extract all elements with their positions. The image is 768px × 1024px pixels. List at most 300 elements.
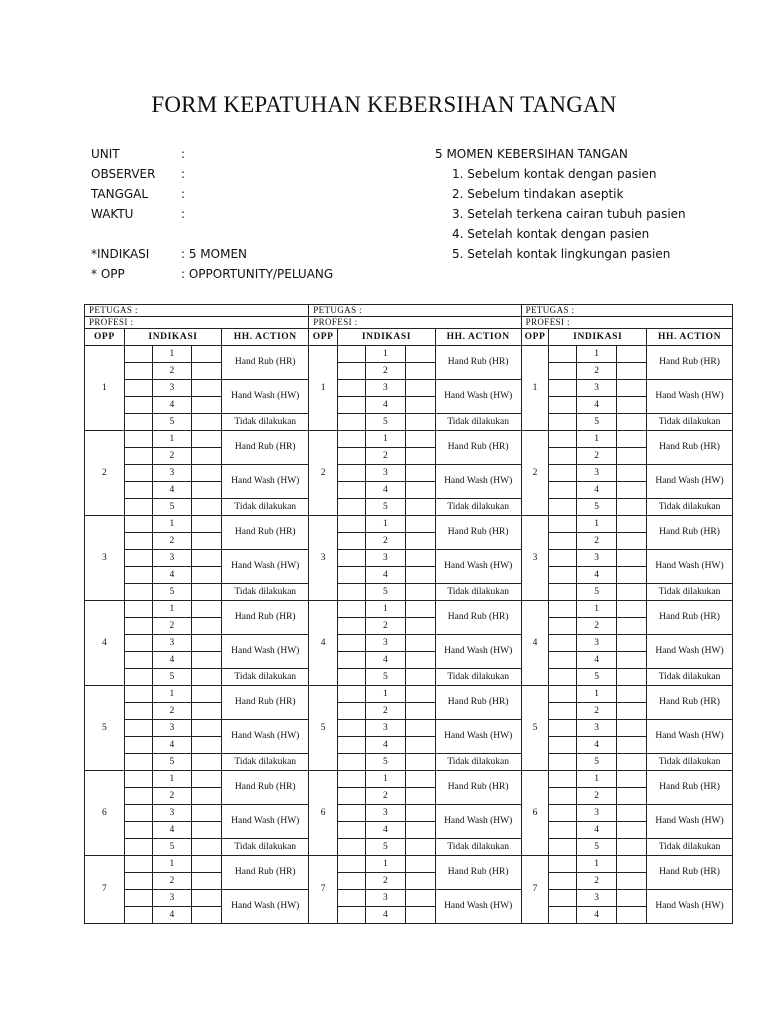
indikasi-check[interactable]	[405, 907, 435, 924]
indikasi-blank[interactable]	[338, 499, 366, 516]
indikasi-check[interactable]	[192, 380, 222, 397]
indikasi-blank[interactable]	[338, 346, 366, 363]
indikasi-check[interactable]	[192, 584, 222, 601]
indikasi-check[interactable]	[405, 686, 435, 703]
indikasi-check[interactable]	[192, 788, 222, 805]
info-row-opp	[91, 264, 333, 284]
opp-header: OPP	[309, 329, 338, 346]
indikasi-blank[interactable]	[124, 771, 152, 788]
indikasi-blank[interactable]	[549, 873, 577, 890]
indikasi-check[interactable]	[617, 839, 647, 856]
indikasi-check[interactable]	[192, 737, 222, 754]
indikasi-blank[interactable]	[124, 635, 152, 652]
hand-rub-option[interactable]: Hand Rub (HR)	[647, 856, 733, 890]
indikasi-blank[interactable]	[124, 856, 152, 873]
indikasi-check[interactable]	[617, 669, 647, 686]
indikasi-check[interactable]	[617, 397, 647, 414]
indikasi-check[interactable]	[192, 805, 222, 822]
indikasi-check[interactable]	[192, 618, 222, 635]
indikasi-blank[interactable]	[124, 737, 152, 754]
indikasi-blank[interactable]	[124, 397, 152, 414]
indikasi-number: 2	[152, 363, 192, 380]
indikasi-blank[interactable]	[549, 346, 577, 363]
opp-row	[85, 482, 733, 499]
indikasi-check[interactable]	[405, 771, 435, 788]
indikasi-blank[interactable]	[338, 618, 366, 635]
indikasi-check[interactable]	[192, 754, 222, 771]
indikasi-number: 2	[366, 788, 406, 805]
not-done-option[interactable]: Tidak dilakukan	[435, 839, 521, 856]
indikasi-check[interactable]	[192, 397, 222, 414]
hand-rub-option[interactable]: Hand Rub (HR)	[647, 431, 733, 465]
indikasi-check[interactable]	[405, 890, 435, 907]
indikasi-blank[interactable]	[549, 465, 577, 482]
indikasi-blank[interactable]	[338, 584, 366, 601]
indikasi-blank[interactable]	[124, 618, 152, 635]
indikasi-check[interactable]	[617, 567, 647, 584]
indikasi-blank[interactable]	[124, 703, 152, 720]
hand-rub-option[interactable]: Hand Rub (HR)	[647, 516, 733, 550]
indikasi-blank[interactable]	[549, 754, 577, 771]
indikasi-check[interactable]	[405, 703, 435, 720]
indikasi-check[interactable]	[405, 465, 435, 482]
indikasi-check[interactable]	[192, 890, 222, 907]
indikasi-check[interactable]	[405, 397, 435, 414]
indikasi-blank[interactable]	[549, 584, 577, 601]
indikasi-blank[interactable]	[549, 703, 577, 720]
indikasi-blank[interactable]	[124, 516, 152, 533]
indikasi-check[interactable]	[405, 499, 435, 516]
not-done-option[interactable]: Tidak dilakukan	[647, 839, 733, 856]
indikasi-blank[interactable]	[549, 686, 577, 703]
indikasi-blank[interactable]	[549, 907, 577, 924]
indikasi-check[interactable]	[617, 720, 647, 737]
indikasi-number: 2	[577, 533, 617, 550]
indikasi-check[interactable]	[405, 431, 435, 448]
indikasi-check[interactable]	[192, 652, 222, 669]
indikasi-check[interactable]	[617, 414, 647, 431]
indikasi-check[interactable]	[617, 788, 647, 805]
indikasi-check[interactable]	[405, 635, 435, 652]
indikasi-blank[interactable]	[549, 635, 577, 652]
indikasi-number: 3	[366, 890, 406, 907]
indikasi-check[interactable]	[617, 482, 647, 499]
indikasi-check[interactable]	[192, 363, 222, 380]
indikasi-number: 1	[366, 516, 406, 533]
indikasi-check[interactable]	[617, 380, 647, 397]
hand-wash-option[interactable]: Hand Wash (HW)	[222, 805, 309, 839]
indikasi-check[interactable]	[617, 601, 647, 618]
opp-row	[85, 822, 733, 839]
indikasi-check[interactable]	[405, 482, 435, 499]
opp-header: OPP	[521, 329, 549, 346]
petugas-field[interactable]: PETUGAS :	[309, 305, 521, 317]
info-value: :	[181, 207, 186, 221]
indikasi-blank[interactable]	[338, 550, 366, 567]
indikasi-number: 3	[577, 805, 617, 822]
indikasi-blank[interactable]	[124, 669, 152, 686]
indikasi-check[interactable]	[192, 601, 222, 618]
indikasi-check[interactable]	[192, 686, 222, 703]
indikasi-check[interactable]	[405, 669, 435, 686]
indikasi-blank[interactable]	[124, 346, 152, 363]
indikasi-blank[interactable]	[549, 516, 577, 533]
indikasi-blank[interactable]	[338, 754, 366, 771]
indikasi-blank[interactable]	[338, 448, 366, 465]
indikasi-blank[interactable]	[338, 890, 366, 907]
indikasi-blank[interactable]	[338, 873, 366, 890]
indikasi-check[interactable]	[192, 414, 222, 431]
not-done-option[interactable]: Tidak dilakukan	[435, 584, 521, 601]
profesi-field[interactable]: PROFESI :	[309, 317, 521, 329]
info-label: TANGGAL	[91, 187, 149, 201]
indikasi-check[interactable]	[617, 550, 647, 567]
hand-rub-option[interactable]: Hand Rub (HR)	[222, 346, 309, 380]
indikasi-blank[interactable]	[549, 737, 577, 754]
indikasi-check[interactable]	[192, 703, 222, 720]
indikasi-blank[interactable]	[549, 890, 577, 907]
petugas-field[interactable]: PETUGAS :	[85, 305, 309, 317]
hand-rub-option[interactable]: Hand Rub (HR)	[435, 516, 521, 550]
hand-rub-option[interactable]: Hand Rub (HR)	[647, 771, 733, 805]
indikasi-blank[interactable]	[338, 482, 366, 499]
not-done-option[interactable]: Tidak dilakukan	[222, 499, 309, 516]
hand-wash-option[interactable]: Hand Wash (HW)	[647, 635, 733, 669]
indikasi-blank[interactable]	[549, 414, 577, 431]
profesi-field[interactable]: PROFESI :	[521, 317, 732, 329]
not-done-option[interactable]: Tidak dilakukan	[647, 499, 733, 516]
indikasi-number: 4	[577, 567, 617, 584]
hand-rub-option[interactable]: Hand Rub (HR)	[222, 431, 309, 465]
indikasi-blank[interactable]	[124, 754, 152, 771]
hand-rub-option[interactable]: Hand Rub (HR)	[222, 601, 309, 635]
hand-rub-option[interactable]: Hand Rub (HR)	[222, 771, 309, 805]
indikasi-check[interactable]	[617, 771, 647, 788]
indikasi-check[interactable]	[405, 805, 435, 822]
hand-wash-option[interactable]: Hand Wash (HW)	[435, 550, 521, 584]
indikasi-blank[interactable]	[124, 839, 152, 856]
indikasi-blank[interactable]	[124, 363, 152, 380]
not-done-option[interactable]: Tidak dilakukan	[435, 669, 521, 686]
indikasi-check[interactable]	[617, 737, 647, 754]
indikasi-check[interactable]	[617, 516, 647, 533]
indikasi-check[interactable]	[192, 907, 222, 924]
indikasi-number: 4	[152, 567, 192, 584]
hand-wash-option[interactable]: Hand Wash (HW)	[222, 890, 309, 924]
indikasi-blank[interactable]	[338, 601, 366, 618]
indikasi-check[interactable]	[405, 346, 435, 363]
petugas-field[interactable]: PETUGAS :	[521, 305, 732, 317]
indikasi-check[interactable]	[405, 788, 435, 805]
indikasi-check[interactable]	[617, 856, 647, 873]
indikasi-check[interactable]	[192, 346, 222, 363]
indikasi-blank[interactable]	[124, 380, 152, 397]
indikasi-check[interactable]	[192, 669, 222, 686]
indikasi-blank[interactable]	[124, 499, 152, 516]
indikasi-check[interactable]	[192, 635, 222, 652]
indikasi-check[interactable]	[617, 822, 647, 839]
indikasi-check[interactable]	[617, 448, 647, 465]
indikasi-check[interactable]	[617, 703, 647, 720]
indikasi-check[interactable]	[405, 737, 435, 754]
indikasi-blank[interactable]	[338, 805, 366, 822]
indikasi-check[interactable]	[405, 550, 435, 567]
indikasi-check[interactable]	[405, 822, 435, 839]
not-done-option[interactable]: Tidak dilakukan	[647, 669, 733, 686]
indikasi-blank[interactable]	[338, 652, 366, 669]
indikasi-check[interactable]	[617, 584, 647, 601]
hand-wash-option[interactable]: Hand Wash (HW)	[435, 890, 521, 924]
indikasi-check[interactable]	[192, 822, 222, 839]
indikasi-check[interactable]	[405, 516, 435, 533]
indikasi-check[interactable]	[617, 686, 647, 703]
indikasi-blank[interactable]	[549, 567, 577, 584]
indikasi-blank[interactable]	[124, 788, 152, 805]
indikasi-blank[interactable]	[338, 839, 366, 856]
opp-number: 7	[85, 856, 125, 924]
indikasi-blank[interactable]	[124, 686, 152, 703]
indikasi-blank[interactable]	[124, 907, 152, 924]
indikasi-check[interactable]	[192, 482, 222, 499]
indikasi-check[interactable]	[617, 635, 647, 652]
indikasi-check[interactable]	[405, 754, 435, 771]
indikasi-check[interactable]	[405, 720, 435, 737]
indikasi-check[interactable]	[192, 499, 222, 516]
indikasi-blank[interactable]	[549, 448, 577, 465]
indikasi-blank[interactable]	[338, 686, 366, 703]
indikasi-blank[interactable]	[338, 856, 366, 873]
indikasi-blank[interactable]	[549, 669, 577, 686]
indikasi-blank[interactable]	[124, 890, 152, 907]
hand-rub-option[interactable]: Hand Rub (HR)	[435, 346, 521, 380]
indikasi-check[interactable]	[617, 754, 647, 771]
hand-rub-option[interactable]: Hand Rub (HR)	[222, 856, 309, 890]
indikasi-check[interactable]	[617, 873, 647, 890]
indikasi-check[interactable]	[405, 448, 435, 465]
indikasi-check[interactable]	[617, 499, 647, 516]
hand-wash-option[interactable]: Hand Wash (HW)	[222, 720, 309, 754]
not-done-option[interactable]: Tidak dilakukan	[222, 754, 309, 771]
indikasi-blank[interactable]	[338, 822, 366, 839]
indikasi-check[interactable]	[192, 516, 222, 533]
indikasi-blank[interactable]	[338, 533, 366, 550]
indikasi-blank[interactable]	[124, 482, 152, 499]
indikasi-check[interactable]	[617, 890, 647, 907]
indikasi-blank[interactable]	[124, 822, 152, 839]
hand-wash-option[interactable]: Hand Wash (HW)	[435, 380, 521, 414]
opp-number: 5	[309, 686, 338, 771]
moment-item: 4. Setelah kontak dengan pasien	[452, 227, 650, 241]
indikasi-blank[interactable]	[549, 363, 577, 380]
opp-row	[85, 550, 733, 567]
indikasi-check[interactable]	[192, 448, 222, 465]
indikasi-blank[interactable]	[338, 907, 366, 924]
indikasi-check[interactable]	[192, 771, 222, 788]
hand-rub-option[interactable]: Hand Rub (HR)	[435, 601, 521, 635]
indikasi-check[interactable]	[405, 533, 435, 550]
indikasi-blank[interactable]	[124, 448, 152, 465]
hand-rub-option[interactable]: Hand Rub (HR)	[435, 686, 521, 720]
indikasi-check[interactable]	[405, 839, 435, 856]
indikasi-blank[interactable]	[549, 397, 577, 414]
indikasi-check[interactable]	[405, 414, 435, 431]
hand-wash-option[interactable]: Hand Wash (HW)	[647, 890, 733, 924]
indikasi-number: 5	[577, 669, 617, 686]
info-value: : OPPORTUNITY/PELUANG	[181, 267, 334, 281]
indikasi-blank[interactable]	[549, 482, 577, 499]
indikasi-check[interactable]	[405, 380, 435, 397]
indikasi-blank[interactable]	[549, 788, 577, 805]
indikasi-blank[interactable]	[124, 805, 152, 822]
indikasi-blank[interactable]	[549, 550, 577, 567]
hand-rub-option[interactable]: Hand Rub (HR)	[647, 346, 733, 380]
indikasi-check[interactable]	[405, 652, 435, 669]
indikasi-blank[interactable]	[549, 618, 577, 635]
not-done-option[interactable]: Tidak dilakukan	[435, 414, 521, 431]
indikasi-check[interactable]	[617, 431, 647, 448]
indikasi-blank[interactable]	[549, 601, 577, 618]
indikasi-blank[interactable]	[549, 822, 577, 839]
indikasi-check[interactable]	[617, 465, 647, 482]
indikasi-blank[interactable]	[338, 788, 366, 805]
indikasi-blank[interactable]	[338, 567, 366, 584]
not-done-option[interactable]: Tidak dilakukan	[222, 839, 309, 856]
not-done-option[interactable]: Tidak dilakukan	[222, 414, 309, 431]
indikasi-blank[interactable]	[549, 533, 577, 550]
indikasi-check[interactable]	[617, 652, 647, 669]
indikasi-check[interactable]	[617, 363, 647, 380]
hand-rub-option[interactable]: Hand Rub (HR)	[647, 601, 733, 635]
indikasi-number: 1	[366, 601, 406, 618]
indikasi-blank[interactable]	[338, 397, 366, 414]
hand-wash-option[interactable]: Hand Wash (HW)	[647, 380, 733, 414]
indikasi-blank[interactable]	[124, 601, 152, 618]
indikasi-blank[interactable]	[549, 720, 577, 737]
not-done-option[interactable]: Tidak dilakukan	[435, 754, 521, 771]
profesi-field[interactable]: PROFESI :	[85, 317, 309, 329]
indikasi-check[interactable]	[405, 873, 435, 890]
indikasi-blank[interactable]	[338, 771, 366, 788]
indikasi-number: 2	[366, 448, 406, 465]
indikasi-check[interactable]	[405, 567, 435, 584]
indikasi-blank[interactable]	[124, 431, 152, 448]
not-done-option[interactable]: Tidak dilakukan	[222, 669, 309, 686]
indikasi-check[interactable]	[192, 533, 222, 550]
indikasi-check[interactable]	[405, 584, 435, 601]
hand-wash-option[interactable]: Hand Wash (HW)	[222, 380, 309, 414]
indikasi-blank[interactable]	[338, 363, 366, 380]
indikasi-blank[interactable]	[124, 567, 152, 584]
indikasi-number: 1	[577, 516, 617, 533]
indikasi-check[interactable]	[192, 873, 222, 890]
indikasi-blank[interactable]	[338, 703, 366, 720]
hand-wash-option[interactable]: Hand Wash (HW)	[222, 465, 309, 499]
indikasi-blank[interactable]	[338, 669, 366, 686]
indikasi-blank[interactable]	[124, 414, 152, 431]
not-done-option[interactable]: Tidak dilakukan	[647, 584, 733, 601]
indikasi-check[interactable]	[192, 856, 222, 873]
indikasi-blank[interactable]	[338, 380, 366, 397]
indikasi-check[interactable]	[405, 618, 435, 635]
hand-wash-option[interactable]: Hand Wash (HW)	[435, 465, 521, 499]
hand-wash-option[interactable]: Hand Wash (HW)	[647, 550, 733, 584]
indikasi-number: 4	[366, 567, 406, 584]
indikasi-blank[interactable]	[124, 873, 152, 890]
not-done-option[interactable]: Tidak dilakukan	[222, 584, 309, 601]
indikasi-blank[interactable]	[338, 431, 366, 448]
not-done-option[interactable]: Tidak dilakukan	[647, 414, 733, 431]
indikasi-blank[interactable]	[338, 720, 366, 737]
indikasi-blank[interactable]	[338, 737, 366, 754]
indikasi-blank[interactable]	[338, 465, 366, 482]
indikasi-number: 4	[577, 822, 617, 839]
indikasi-blank[interactable]	[338, 635, 366, 652]
indikasi-check[interactable]	[405, 601, 435, 618]
hand-rub-option[interactable]: Hand Rub (HR)	[435, 431, 521, 465]
indikasi-blank[interactable]	[549, 805, 577, 822]
indikasi-check[interactable]	[192, 720, 222, 737]
indikasi-check[interactable]	[192, 567, 222, 584]
hand-rub-option[interactable]: Hand Rub (HR)	[222, 516, 309, 550]
indikasi-blank[interactable]	[124, 550, 152, 567]
hand-wash-option[interactable]: Hand Wash (HW)	[647, 720, 733, 754]
indikasi-check[interactable]	[192, 839, 222, 856]
indikasi-blank[interactable]	[549, 771, 577, 788]
indikasi-blank[interactable]	[549, 839, 577, 856]
not-done-option[interactable]: Tidak dilakukan	[435, 499, 521, 516]
indikasi-check[interactable]	[192, 431, 222, 448]
indikasi-blank[interactable]	[549, 652, 577, 669]
indikasi-blank[interactable]	[338, 516, 366, 533]
indikasi-blank[interactable]	[124, 533, 152, 550]
indikasi-number: 2	[577, 703, 617, 720]
indikasi-number: 5	[577, 839, 617, 856]
indikasi-check[interactable]	[192, 465, 222, 482]
hand-wash-option[interactable]: Hand Wash (HW)	[647, 805, 733, 839]
indikasi-blank[interactable]	[124, 465, 152, 482]
not-done-option[interactable]: Tidak dilakukan	[647, 754, 733, 771]
indikasi-check[interactable]	[617, 805, 647, 822]
indikasi-number: 1	[366, 686, 406, 703]
hand-wash-option[interactable]: Hand Wash (HW)	[435, 720, 521, 754]
indikasi-check[interactable]	[405, 856, 435, 873]
indikasi-blank[interactable]	[549, 499, 577, 516]
hand-rub-option[interactable]: Hand Rub (HR)	[647, 686, 733, 720]
indikasi-check[interactable]	[617, 533, 647, 550]
indikasi-blank[interactable]	[549, 380, 577, 397]
indikasi-check[interactable]	[192, 550, 222, 567]
hand-wash-option[interactable]: Hand Wash (HW)	[647, 465, 733, 499]
indikasi-check[interactable]	[617, 907, 647, 924]
hand-rub-option[interactable]: Hand Rub (HR)	[435, 771, 521, 805]
hand-wash-option[interactable]: Hand Wash (HW)	[435, 635, 521, 669]
indikasi-blank[interactable]	[124, 652, 152, 669]
hand-wash-option[interactable]: Hand Wash (HW)	[222, 550, 309, 584]
hand-wash-option[interactable]: Hand Wash (HW)	[222, 635, 309, 669]
indikasi-blank[interactable]	[338, 414, 366, 431]
indikasi-blank[interactable]	[549, 431, 577, 448]
hand-wash-option[interactable]: Hand Wash (HW)	[435, 805, 521, 839]
indikasi-blank[interactable]	[124, 720, 152, 737]
indikasi-check[interactable]	[617, 346, 647, 363]
hand-rub-option[interactable]: Hand Rub (HR)	[435, 856, 521, 890]
indikasi-blank[interactable]	[549, 856, 577, 873]
indikasi-number: 5	[366, 499, 406, 516]
indikasi-check[interactable]	[617, 618, 647, 635]
indikasi-check[interactable]	[405, 363, 435, 380]
indikasi-blank[interactable]	[124, 584, 152, 601]
hand-rub-option[interactable]: Hand Rub (HR)	[222, 686, 309, 720]
